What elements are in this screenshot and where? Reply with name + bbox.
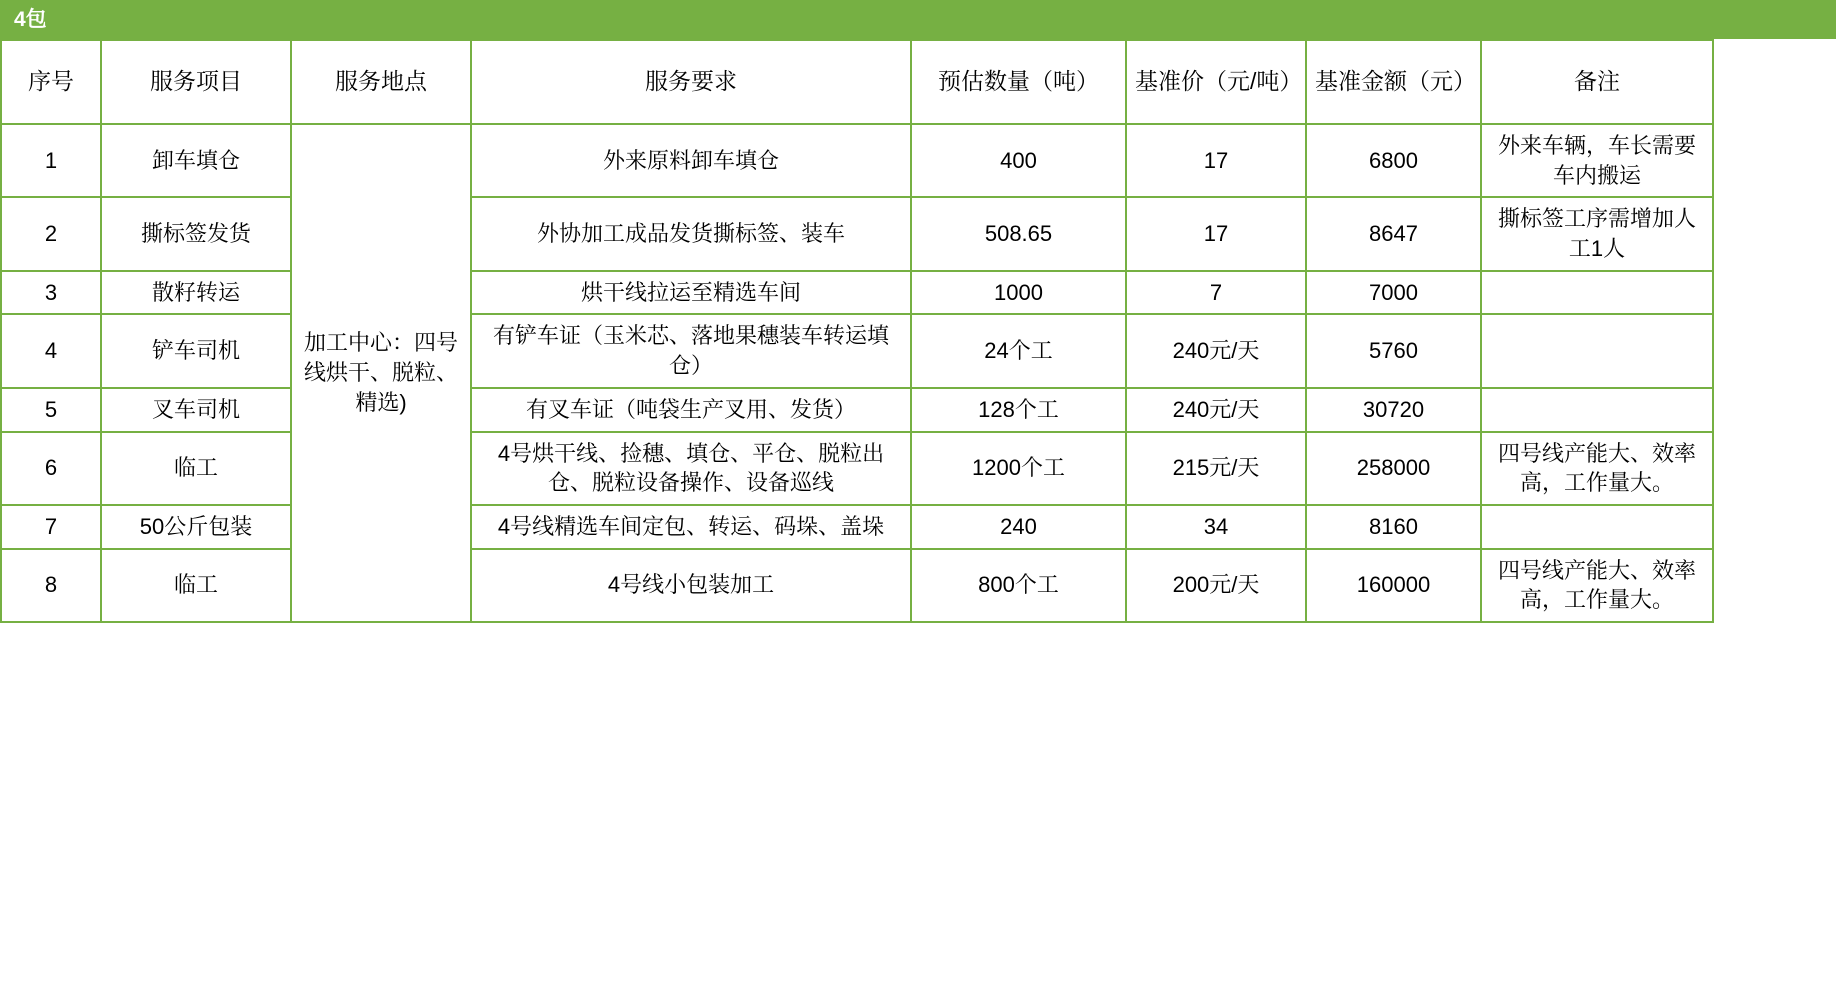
cell-index: 2 — [1, 197, 101, 270]
cell-service-requirement: 有叉车证（吨袋生产叉用、发货） — [471, 388, 911, 432]
cell-remark: 撕标签工序需增加人工1人 — [1481, 197, 1713, 270]
cell-price: 240元/天 — [1126, 388, 1306, 432]
table-row — [1, 549, 1713, 622]
cell-quantity: 240 — [911, 505, 1126, 549]
cell-index: 1 — [1, 124, 101, 197]
cell-remark — [1481, 271, 1713, 315]
cell-service-requirement: 4号线小包装加工 — [471, 549, 911, 622]
cell-quantity: 508.65 — [911, 197, 1126, 270]
cell-service-place-merged: 加工中心：四号线烘干、脱粒、精选) — [291, 124, 471, 622]
cell-service-item: 散籽转运 — [101, 271, 291, 315]
table-row — [1, 271, 1713, 315]
header-service-place: 服务地点 — [291, 40, 471, 124]
cell-index: 5 — [1, 388, 101, 432]
table-row — [1, 432, 1713, 505]
header-index: 序号 — [1, 40, 101, 124]
cell-service-requirement: 外协加工成品发货撕标签、装车 — [471, 197, 911, 270]
cell-index: 7 — [1, 505, 101, 549]
table-row — [1, 505, 1713, 549]
cell-amount: 30720 — [1306, 388, 1481, 432]
cell-service-item: 叉车司机 — [101, 388, 291, 432]
cell-remark — [1481, 314, 1713, 387]
cell-price: 215元/天 — [1126, 432, 1306, 505]
table-body — [1, 124, 1713, 622]
cell-service-item: 撕标签发货 — [101, 197, 291, 270]
cell-amount: 5760 — [1306, 314, 1481, 387]
header-service-requirement: 服务要求 — [471, 40, 911, 124]
cell-service-item: 临工 — [101, 549, 291, 622]
cell-quantity: 24个工 — [911, 314, 1126, 387]
cell-price: 7 — [1126, 271, 1306, 315]
table-header — [1, 40, 1713, 124]
cell-index: 8 — [1, 549, 101, 622]
cell-remark — [1481, 388, 1713, 432]
table-row — [1, 388, 1713, 432]
cell-quantity: 1200个工 — [911, 432, 1126, 505]
cell-price: 34 — [1126, 505, 1306, 549]
table-row — [1, 124, 1713, 197]
service-requirements-table — [0, 39, 1714, 623]
cell-price: 17 — [1126, 197, 1306, 270]
cell-service-requirement: 4号烘干线、捡穗、填仓、平仓、脱粒出仓、脱粒设备操作、设备巡线 — [471, 432, 911, 505]
cell-amount: 7000 — [1306, 271, 1481, 315]
cell-quantity: 1000 — [911, 271, 1126, 315]
package-title-bar — [0, 0, 1836, 39]
cell-remark: 四号线产能大、效率高，工作量大。 — [1481, 432, 1713, 505]
header-remark: 备注 — [1481, 40, 1713, 124]
cell-amount: 8647 — [1306, 197, 1481, 270]
cell-amount: 8160 — [1306, 505, 1481, 549]
cell-remark — [1481, 505, 1713, 549]
cell-price: 17 — [1126, 124, 1306, 197]
table-header-row — [1, 40, 1713, 124]
cell-remark: 四号线产能大、效率高，工作量大。 — [1481, 549, 1713, 622]
cell-amount: 6800 — [1306, 124, 1481, 197]
cell-service-requirement: 有铲车证（玉米芯、落地果穗装车转运填仓） — [471, 314, 911, 387]
cell-index: 6 — [1, 432, 101, 505]
cell-amount: 258000 — [1306, 432, 1481, 505]
header-base-price: 基准价（元/吨） — [1126, 40, 1306, 124]
cell-service-item: 卸车填仓 — [101, 124, 291, 197]
header-base-amount: 基准金额（元） — [1306, 40, 1481, 124]
cell-service-item: 铲车司机 — [101, 314, 291, 387]
cell-service-item: 50公斤包装 — [101, 505, 291, 549]
table-row — [1, 314, 1713, 387]
cell-quantity: 400 — [911, 124, 1126, 197]
header-service-item: 服务项目 — [101, 40, 291, 124]
table-row — [1, 197, 1713, 270]
cell-index: 3 — [1, 271, 101, 315]
cell-service-item: 临工 — [101, 432, 291, 505]
cell-price: 240元/天 — [1126, 314, 1306, 387]
cell-quantity: 128个工 — [911, 388, 1126, 432]
cell-price: 200元/天 — [1126, 549, 1306, 622]
header-estimated-quantity: 预估数量（吨） — [911, 40, 1126, 124]
cell-amount: 160000 — [1306, 549, 1481, 622]
cell-remark: 外来车辆，车长需要车内搬运 — [1481, 124, 1713, 197]
cell-service-requirement: 烘干线拉运至精选车间 — [471, 271, 911, 315]
cell-index: 4 — [1, 314, 101, 387]
package-title-label: 4包 — [14, 8, 47, 31]
cell-service-requirement: 4号线精选车间定包、转运、码垛、盖垛 — [471, 505, 911, 549]
cell-service-requirement: 外来原料卸车填仓 — [471, 124, 911, 197]
cell-quantity: 800个工 — [911, 549, 1126, 622]
